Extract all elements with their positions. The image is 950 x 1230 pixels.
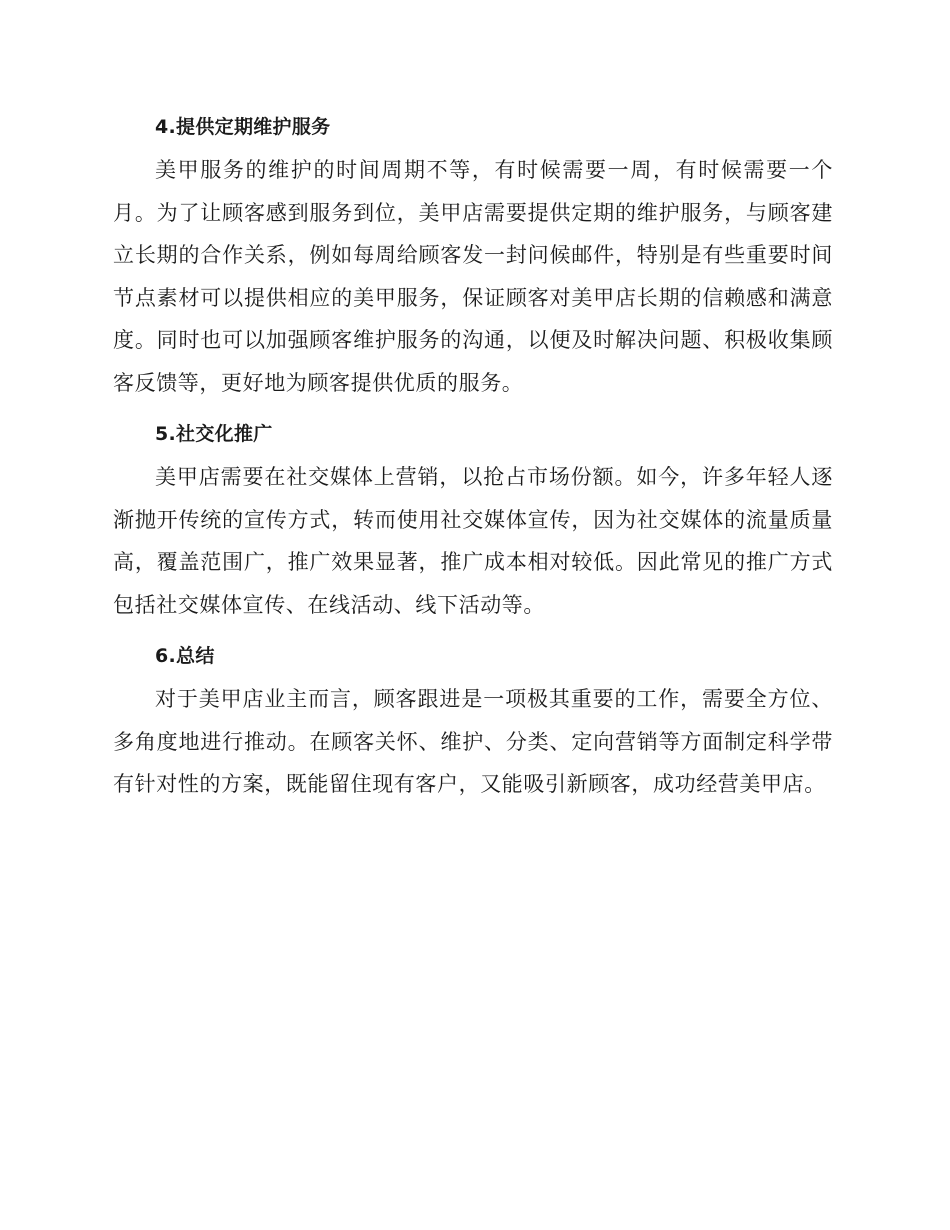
section-maintenance bbox=[113, 105, 833, 404]
document-page bbox=[113, 105, 833, 814]
section-paragraph: 美甲店需要在社交媒体上营销，以抢占市场份额。如今，许多年轻人逐渐抛开传统的宣传方式，转而使用社交媒体宣传，因为社交媒体的流量质量高，覆盖范围广，推广效果显著，推广成本相对较低。因此常见的推广方式包括社交媒体宣传、在线活动、线下活动等。 bbox=[113, 465, 833, 617]
section-paragraph: 美甲服务的维护的时间周期不等，有时候需要一周，有时候需要一个月。为了让顾客感到服务到位，美甲店需要提供定期的维护服务，与顾客建立长期的合作关系，例如每周给顾客发一封问候邮件，特别是有些重要时间节点素材可以提供相应的美甲服务，保证顾客对美甲店长期的信赖感和满意度。同时也可以加强顾客维护服务的沟通，以便及时解决问题、积极收集顾客反馈等，更好地为顾客提供优质的服务。 bbox=[113, 158, 833, 395]
section-social-promotion bbox=[113, 412, 833, 626]
section-heading: 4.提供定期维护服务 bbox=[155, 116, 331, 138]
section-heading: 5.社交化推广 bbox=[155, 423, 273, 445]
section-heading: 6.总结 bbox=[155, 645, 215, 667]
section-summary bbox=[113, 634, 833, 806]
section-paragraph: 对于美甲店业主而言，顾客跟进是一项极其重要的工作，需要全方位、多角度地进行推动。在顾客关怀、维护、分类、定向营销等方面制定科学带有针对性的方案，既能留住现有客户，又能吸引新顾客，成功经营美甲店。 bbox=[113, 687, 833, 796]
